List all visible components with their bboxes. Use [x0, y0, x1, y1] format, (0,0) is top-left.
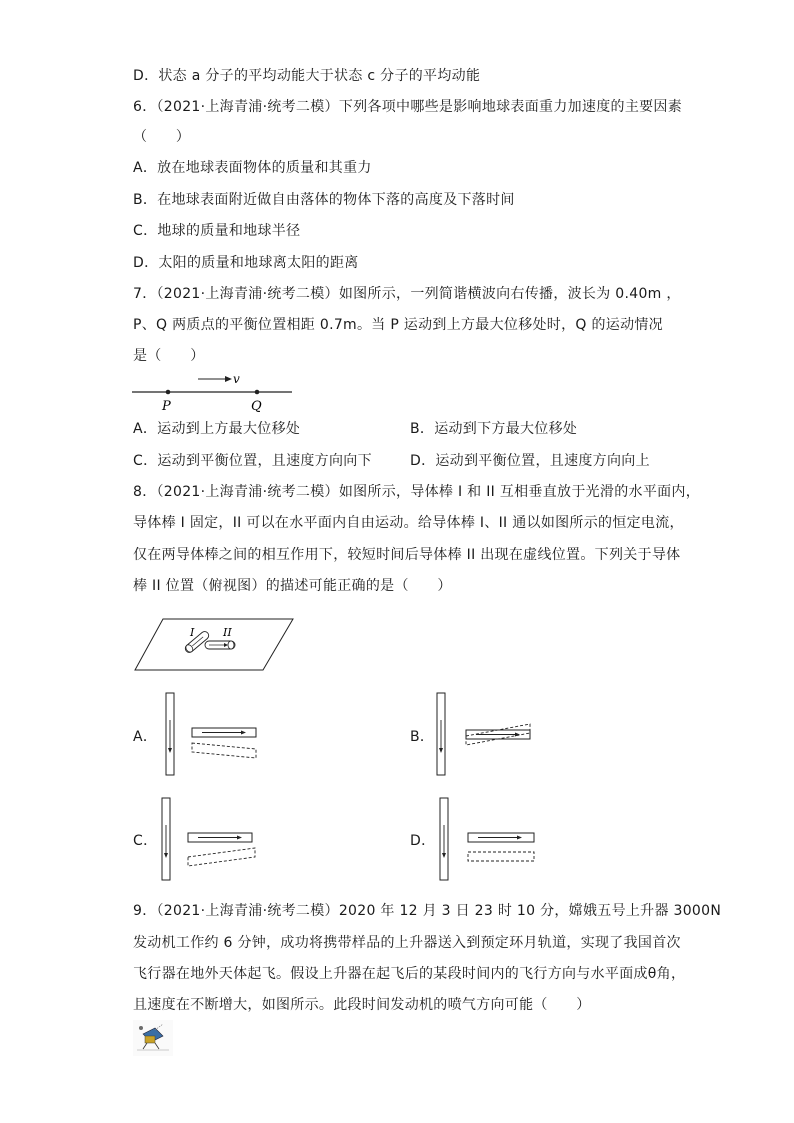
q8-option-d-label: D． [410, 833, 436, 849]
q7-option-a: A．运动到上方最大位移处 [133, 421, 301, 437]
q8-option-b-label: B． [410, 729, 435, 745]
point-p-dot [166, 390, 171, 395]
q9-stem-line-4: 且速度在不断增大，如图所示。此段时间发动机的喷气方向可能（ ） [133, 997, 591, 1013]
q8-option-a-label: A． [133, 729, 158, 745]
q6-option-b: B．在地球表面附近做自由落体的物体下落的高度及下落时间 [133, 192, 515, 208]
q9-stem-line-1: 9．（2021·上海青浦·统考二模）2020 年 12 月 3 日 23 时 10 分，嫦娥五号上升器 3000N [133, 903, 722, 919]
q8-option-c-label: C． [133, 833, 158, 849]
q8-stem-line-1: 8．（2021·上海青浦·统考二模）如图所示，导体棒 I 和 II 互相垂直放于光滑的水平面内， [133, 484, 701, 500]
q8-stem-line-3: 仅在两导体棒之间的相互作用下，较短时间后导体棒 II 出现在虚线位置。下列关于导体 [133, 547, 681, 563]
q7-option-c: C．运动到平衡位置，且速度方向向下 [133, 453, 372, 469]
q7-wave-figure [130, 368, 300, 414]
label-q: Q [251, 399, 262, 414]
label-rod-ii: II [223, 626, 232, 639]
q7-stem-line-1: 7．（2021·上海青浦·统考二模）如图所示，一列简谐横波向右传播，波长为 0.40m ， [133, 286, 681, 302]
rod-ii-final-position [192, 743, 256, 758]
q6-stem-line-2: （ ） [133, 129, 191, 145]
label-rod-i: I [190, 626, 195, 639]
q8-option-c-figure [158, 795, 263, 885]
velocity-arrowhead-icon [225, 376, 232, 382]
rod-ii-final-position [188, 848, 255, 866]
q6-stem-line-1: 6．（2021·上海青浦·统考二模）下列各项中哪些是影响地球表面重力加速度的主要因素 [133, 99, 683, 115]
label-v: v [233, 372, 240, 386]
q8-plane-figure [133, 615, 298, 675]
q8-option-b-figure [433, 690, 538, 780]
q8-stem-line-4: 棒 II 位置（俯视图）的描述可能正确的是（ ） [133, 578, 452, 594]
label-p: P [162, 399, 171, 414]
lunar-ascender-image [133, 1020, 173, 1056]
q8-stem-line-2: 导体棒 I 固定，II 可以在水平面内自由运动。给导体棒 I、II 通以如图所示的恒定电流， [133, 515, 684, 531]
q8-option-a-figure [162, 690, 262, 780]
point-q-dot [255, 390, 260, 395]
q6-option-a: A．放在地球表面物体的质量和其重力 [133, 160, 372, 176]
q9-stem-line-3: 飞行器在地外天体起飞。假设上升器在起飞后的某段时间内的飞行方向与水平面成θ角， [133, 966, 686, 982]
rod-ii [205, 641, 235, 649]
q6-option-d: D．太阳的质量和地球离太阳的距离 [133, 255, 359, 271]
q9-stem-line-2: 发动机工作约 6 分钟，成功将携带样品的上升器送入到预定环月轨道，实现了我国首次 [133, 935, 681, 951]
rod-ii-final-position [468, 852, 534, 861]
q8-option-d-figure [436, 795, 541, 885]
q7-option-d: D．运动到平衡位置，且速度方向向上 [410, 453, 650, 469]
q7-option-b: B．运动到下方最大位移处 [410, 421, 578, 437]
q5-option-d: D．状态 a 分子的平均动能大于状态 c 分子的平均动能 [133, 68, 481, 84]
q7-stem-line-3: 是（ ） [133, 348, 205, 364]
q7-stem-line-2: P、Q 两质点的平衡位置相距 0.7m。当 P 运动到上方最大位移处时，Q 的运动情况 [133, 317, 663, 333]
q6-option-c: C．地球的质量和地球半径 [133, 223, 301, 239]
